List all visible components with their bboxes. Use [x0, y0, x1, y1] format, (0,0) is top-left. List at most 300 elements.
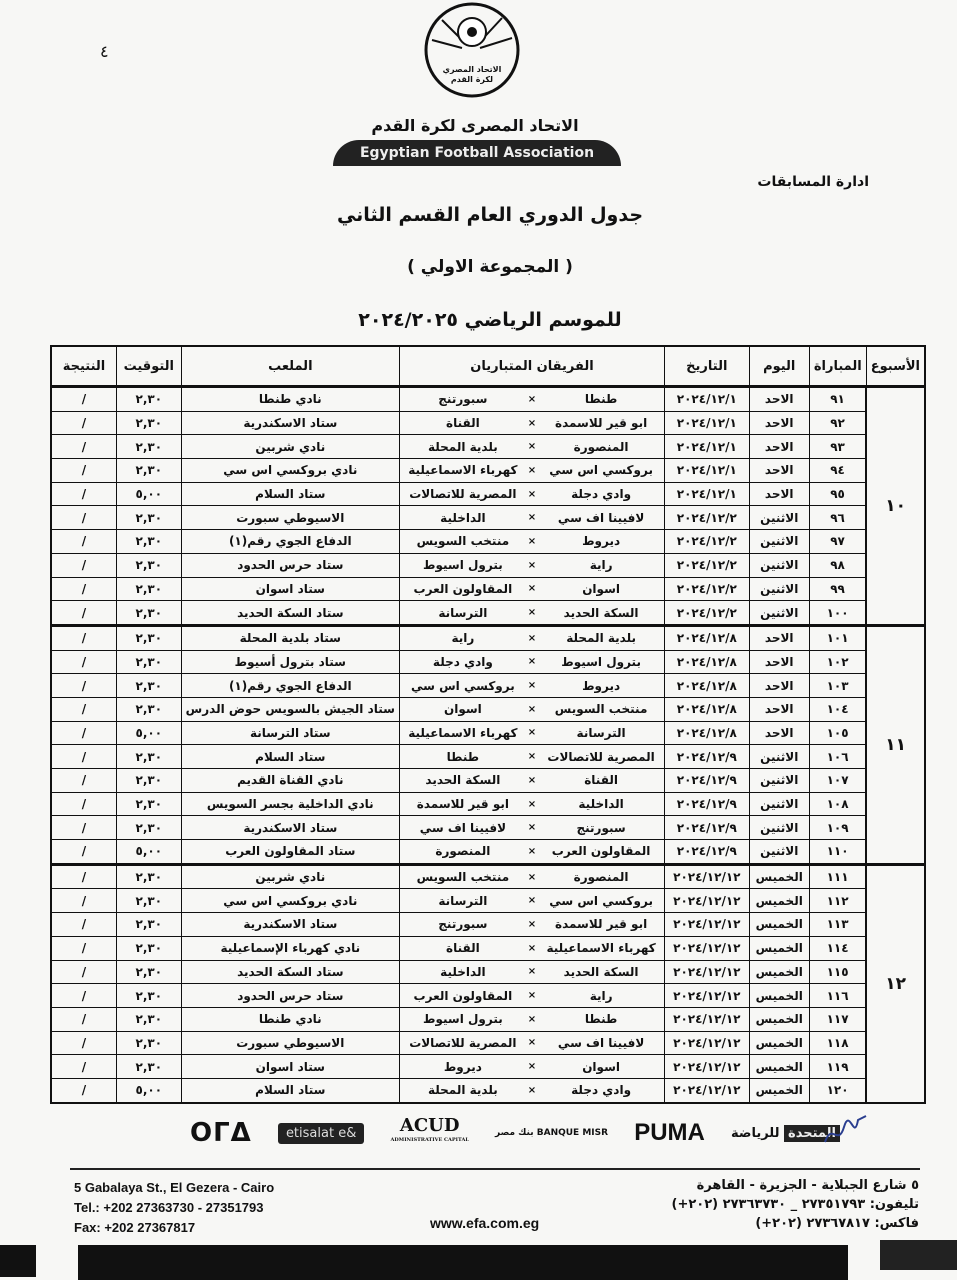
match-date: ٢٠٢٤/١٢/١٢	[665, 889, 750, 913]
signature	[820, 1112, 870, 1152]
match-result: /	[51, 387, 116, 412]
kickoff-time: ٢,٣٠	[116, 913, 181, 937]
match-result: /	[51, 889, 116, 913]
kickoff-time: ٥,٠٠	[116, 1078, 181, 1102]
home-team: وادي دجلة	[538, 1078, 664, 1102]
match-number: ١١٣	[809, 913, 866, 937]
home-team: راية	[538, 984, 664, 1008]
sponsor-strip	[190, 1110, 840, 1156]
home-team: ابو قير للاسمدة	[538, 913, 664, 937]
match-date: ٢٠٢٤/١٢/٩	[665, 816, 750, 840]
home-team: المنصورة	[538, 864, 664, 889]
week-number: ١٢	[866, 864, 925, 1102]
table-row	[51, 721, 925, 745]
away-team: سبورتنج	[399, 387, 525, 412]
table-row	[51, 769, 925, 793]
match-number: ١٠٠	[809, 601, 866, 626]
org-name-ar: الاتحاد المصرى لكرة القدم	[371, 116, 579, 135]
match-day: الخميس	[749, 889, 809, 913]
match-result: /	[51, 792, 116, 816]
match-day: الخميس	[749, 1055, 809, 1079]
group-title: ( المجموعة الاولي )	[407, 257, 573, 277]
away-team: بترول اسيوط	[399, 1007, 525, 1031]
col-date: التاريخ	[665, 346, 750, 387]
efa-logo	[422, 0, 522, 100]
kickoff-time: ٢,٣٠	[116, 435, 181, 459]
sponsor-acud-name: ACUD	[399, 1115, 460, 1136]
match-day: الاحد	[749, 482, 809, 506]
match-day: الاحد	[749, 697, 809, 721]
match-date: ٢٠٢٤/١٢/١	[665, 482, 750, 506]
stadium: ستاد الجيش بالسويس حوض الدرس	[181, 697, 399, 721]
vs-mark: ×	[526, 459, 538, 483]
kickoff-time: ٢,٣٠	[116, 553, 181, 577]
away-team: المقاولون العرب	[399, 984, 525, 1008]
match-result: /	[51, 553, 116, 577]
stadium: الدفاع الجوي رقم(١)	[181, 530, 399, 554]
stadium: ستاد بترول أسيوط	[181, 650, 399, 674]
kickoff-time: ٢,٣٠	[116, 864, 181, 889]
stadium: الدفاع الجوي رقم(١)	[181, 674, 399, 698]
kickoff-time: ٢,٣٠	[116, 411, 181, 435]
season-title: للموسم الرياضي ٢٠٢٤/٢٠٢٥	[358, 309, 622, 331]
match-result: /	[51, 411, 116, 435]
vs-mark: ×	[526, 792, 538, 816]
home-team: القناة	[538, 769, 664, 793]
match-date: ٢٠٢٤/١٢/٩	[665, 792, 750, 816]
match-number: ٩٥	[809, 482, 866, 506]
match-date: ٢٠٢٤/١٢/٨	[665, 674, 750, 698]
match-number: ١١٩	[809, 1055, 866, 1079]
address-ar-fax: فاكس: ٢٧٣٦٧٨١٧ (٢٠٢+)	[755, 1216, 919, 1231]
match-result: /	[51, 913, 116, 937]
stadium: ستاد اسوان	[181, 577, 399, 601]
match-number: ١١٤	[809, 936, 866, 960]
table-row	[51, 1007, 925, 1031]
address-en-fax: Fax: +202 27367817	[74, 1220, 196, 1235]
vs-mark: ×	[526, 960, 538, 984]
match-result: /	[51, 864, 116, 889]
match-day: الخميس	[749, 960, 809, 984]
match-day: الاحد	[749, 459, 809, 483]
match-result: /	[51, 721, 116, 745]
home-team: كهرباء الاسماعيلية	[538, 936, 664, 960]
kickoff-time: ٢,٣٠	[116, 697, 181, 721]
sponsor-ora: OΓΔ	[190, 1118, 252, 1148]
match-result: /	[51, 1007, 116, 1031]
away-team: الترسانة	[399, 601, 525, 626]
home-team: السكة الحديد	[538, 960, 664, 984]
vs-mark: ×	[526, 530, 538, 554]
org-name-en: Egyptian Football Association	[333, 140, 621, 166]
match-number: ١١٧	[809, 1007, 866, 1031]
vs-mark: ×	[526, 1007, 538, 1031]
match-number: ٩٣	[809, 435, 866, 459]
table-row	[51, 936, 925, 960]
vs-mark: ×	[526, 840, 538, 865]
table-row	[51, 889, 925, 913]
match-result: /	[51, 459, 116, 483]
col-week: الأسبوع	[866, 346, 925, 387]
stadium: نادي الداخلية بجسر السويس	[181, 792, 399, 816]
col-result: النتيجة	[51, 346, 116, 387]
table-row	[51, 387, 925, 412]
kickoff-time: ٢,٣٠	[116, 769, 181, 793]
match-date: ٢٠٢٤/١٢/١٢	[665, 864, 750, 889]
col-stadium: الملعب	[181, 346, 399, 387]
kickoff-time: ٥,٠٠	[116, 482, 181, 506]
table-row	[51, 459, 925, 483]
match-number: ١٠٨	[809, 792, 866, 816]
week-number: ١١	[866, 625, 925, 864]
match-result: /	[51, 601, 116, 626]
stadium: نادي طنطا	[181, 1007, 399, 1031]
kickoff-time: ٢,٣٠	[116, 792, 181, 816]
vs-mark: ×	[526, 411, 538, 435]
table-row	[51, 435, 925, 459]
kickoff-time: ٢,٣٠	[116, 601, 181, 626]
away-team: القناة	[399, 411, 525, 435]
match-day: الخميس	[749, 936, 809, 960]
stadium: نادي بروكسي اس سي	[181, 459, 399, 483]
match-result: /	[51, 1055, 116, 1079]
match-number: ١١٥	[809, 960, 866, 984]
match-number: ١٠١	[809, 625, 866, 650]
stadium: ستاد حرس الحدود	[181, 553, 399, 577]
away-team: بترول اسيوط	[399, 553, 525, 577]
website-link[interactable]: www.efa.com.eg	[430, 1215, 540, 1231]
away-team: القناة	[399, 936, 525, 960]
footer-bar	[78, 1245, 848, 1280]
match-result: /	[51, 840, 116, 865]
away-team: الترسانة	[399, 889, 525, 913]
stadium: ستاد بلدية المحلة	[181, 625, 399, 650]
kickoff-time: ٢,٣٠	[116, 506, 181, 530]
table-row	[51, 411, 925, 435]
table-row	[51, 577, 925, 601]
match-number: ٩٤	[809, 459, 866, 483]
kickoff-time: ٢,٣٠	[116, 816, 181, 840]
match-day: الاحد	[749, 387, 809, 412]
match-result: /	[51, 745, 116, 769]
table-row	[51, 482, 925, 506]
address-en-street: 5 Gabalaya St., El Gezera - Cairo	[74, 1180, 275, 1195]
vs-mark: ×	[526, 387, 538, 412]
match-day: الاحد	[749, 650, 809, 674]
match-date: ٢٠٢٤/١٢/١٢	[665, 1031, 750, 1055]
table-row	[51, 625, 925, 650]
away-team: طنطا	[399, 745, 525, 769]
vs-mark: ×	[526, 1055, 538, 1079]
col-day: اليوم	[749, 346, 809, 387]
vs-mark: ×	[526, 889, 538, 913]
stadium: ستاد السلام	[181, 482, 399, 506]
table-row	[51, 840, 925, 865]
match-day: الخميس	[749, 1078, 809, 1102]
kickoff-time: ٢,٣٠	[116, 960, 181, 984]
table-row	[51, 1078, 925, 1102]
match-result: /	[51, 816, 116, 840]
footer-bar-right	[880, 1240, 957, 1270]
match-date: ٢٠٢٤/١٢/٨	[665, 650, 750, 674]
table-header-row	[51, 346, 925, 387]
match-date: ٢٠٢٤/١٢/١	[665, 459, 750, 483]
away-team: ابو قير للاسمدة	[399, 792, 525, 816]
match-day: الاثنين	[749, 769, 809, 793]
match-number: ٩٧	[809, 530, 866, 554]
match-number: ١٠٣	[809, 674, 866, 698]
match-result: /	[51, 674, 116, 698]
table-row	[51, 960, 925, 984]
home-team: الداخلية	[538, 792, 664, 816]
home-team: ديروط	[538, 674, 664, 698]
address-ar-street: ٥ شارع الجبلاية - الجزيرة - القاهرة	[696, 1178, 919, 1193]
sponsor-acud	[390, 1115, 469, 1147]
home-team: المنصورة	[538, 435, 664, 459]
match-number: ١٠٤	[809, 697, 866, 721]
vs-mark: ×	[526, 1078, 538, 1102]
match-number: ١١٨	[809, 1031, 866, 1055]
home-team: بروكسي اس سي	[538, 459, 664, 483]
match-day: الاثنين	[749, 577, 809, 601]
match-date: ٢٠٢٤/١٢/٩	[665, 745, 750, 769]
stadium: ستاد الاسكندرية	[181, 411, 399, 435]
match-number: ١٠٢	[809, 650, 866, 674]
match-day: الاثنين	[749, 792, 809, 816]
stadium: نادي شربين	[181, 864, 399, 889]
match-day: الاحد	[749, 411, 809, 435]
match-date: ٢٠٢٤/١٢/١٢	[665, 960, 750, 984]
table-row	[51, 984, 925, 1008]
away-team: اسوان	[399, 697, 525, 721]
sponsor-etisalat: etisalat e&	[278, 1123, 364, 1144]
stadium: نادي بروكسي اس سي	[181, 889, 399, 913]
match-day: الخميس	[749, 864, 809, 889]
stadium: نادي القناة القديم	[181, 769, 399, 793]
away-team: الداخلية	[399, 960, 525, 984]
vs-mark: ×	[526, 745, 538, 769]
stadium: نادي كهرباء الإسماعيلية	[181, 936, 399, 960]
vs-mark: ×	[526, 984, 538, 1008]
vs-mark: ×	[526, 553, 538, 577]
match-date: ٢٠٢٤/١٢/٨	[665, 625, 750, 650]
home-team: وادي دجلة	[538, 482, 664, 506]
match-date: ٢٠٢٤/١٢/١٢	[665, 1055, 750, 1079]
col-teams: الفريقان المتباريان	[399, 346, 664, 387]
match-day: الاحد	[749, 435, 809, 459]
away-team: كهرباء الاسماعيلية	[399, 459, 525, 483]
table-row	[51, 1055, 925, 1079]
table-row	[51, 864, 925, 889]
home-team: طنطا	[538, 1007, 664, 1031]
home-team: بروكسي اس سي	[538, 889, 664, 913]
kickoff-time: ٢,٣٠	[116, 650, 181, 674]
match-date: ٢٠٢٤/١٢/٢	[665, 577, 750, 601]
match-result: /	[51, 482, 116, 506]
home-team: لافيينا اف سي	[538, 1031, 664, 1055]
kickoff-time: ٢,٣٠	[116, 625, 181, 650]
match-result: /	[51, 697, 116, 721]
stadium: الاسيوطي سبورت	[181, 1031, 399, 1055]
kickoff-time: ٢,٣٠	[116, 745, 181, 769]
away-team: بلدية المحلة	[399, 435, 525, 459]
match-number: ٩٢	[809, 411, 866, 435]
home-team: بلدية المحلة	[538, 625, 664, 650]
home-team: اسوان	[538, 577, 664, 601]
home-team: سبورتنج	[538, 816, 664, 840]
vs-mark: ×	[526, 721, 538, 745]
match-date: ٢٠٢٤/١٢/١٢	[665, 913, 750, 937]
match-day: الاثنين	[749, 506, 809, 530]
table-body	[51, 387, 925, 1103]
away-team: سبورتنج	[399, 913, 525, 937]
match-result: /	[51, 435, 116, 459]
week-number: ١٠	[866, 387, 925, 626]
vs-mark: ×	[526, 577, 538, 601]
stadium: ستاد الاسكندرية	[181, 913, 399, 937]
stadium: ستاد حرس الحدود	[181, 984, 399, 1008]
table-row	[51, 913, 925, 937]
match-date: ٢٠٢٤/١٢/٩	[665, 840, 750, 865]
home-team: راية	[538, 553, 664, 577]
home-team: المصرية للاتصالات	[538, 745, 664, 769]
match-result: /	[51, 530, 116, 554]
vs-mark: ×	[526, 913, 538, 937]
match-day: الاثنين	[749, 840, 809, 865]
match-day: الخميس	[749, 1007, 809, 1031]
away-team: المقاولون العرب	[399, 577, 525, 601]
kickoff-time: ٢,٣٠	[116, 1007, 181, 1031]
col-time: التوقيت	[116, 346, 181, 387]
match-date: ٢٠٢٤/١٢/٢	[665, 506, 750, 530]
match-date: ٢٠٢٤/١٢/١٢	[665, 1078, 750, 1102]
match-day: الاثنين	[749, 816, 809, 840]
match-date: ٢٠٢٤/١٢/١	[665, 435, 750, 459]
away-team: المنصورة	[399, 840, 525, 865]
vs-mark: ×	[526, 816, 538, 840]
stadium: ستاد السلام	[181, 1078, 399, 1102]
svg-text:لكرة القدم: لكرة القدم	[450, 75, 494, 84]
vs-mark: ×	[526, 506, 538, 530]
stadium: نادي طنطا	[181, 387, 399, 412]
vs-mark: ×	[526, 769, 538, 793]
match-day: الاثنين	[749, 530, 809, 554]
table-row	[51, 1031, 925, 1055]
table-row	[51, 816, 925, 840]
vs-mark: ×	[526, 674, 538, 698]
match-day: الخميس	[749, 913, 809, 937]
match-date: ٢٠٢٤/١٢/٢	[665, 553, 750, 577]
stadium: ستاد السكة الحديد	[181, 960, 399, 984]
sponsor-united-text: للرياضة	[731, 1125, 780, 1141]
match-day: الاحد	[749, 625, 809, 650]
vs-mark: ×	[526, 435, 538, 459]
away-team: بروكسي اس سي	[399, 674, 525, 698]
address-en	[74, 1178, 274, 1238]
home-team: الترسانة	[538, 721, 664, 745]
match-result: /	[51, 1078, 116, 1102]
match-result: /	[51, 769, 116, 793]
match-result: /	[51, 650, 116, 674]
match-day: الاحد	[749, 721, 809, 745]
footer-divider	[70, 1168, 920, 1170]
away-team: الداخلية	[399, 506, 525, 530]
kickoff-time: ٢,٣٠	[116, 459, 181, 483]
department: ادارة المسابقات	[757, 174, 869, 190]
away-team: وادي دجلة	[399, 650, 525, 674]
match-day: الاحد	[749, 674, 809, 698]
home-team: لافيينا اف سي	[538, 506, 664, 530]
match-result: /	[51, 984, 116, 1008]
stadium: نادي شربين	[181, 435, 399, 459]
svg-text:الاتحاد المصري: الاتحاد المصري	[442, 65, 502, 74]
vs-mark: ×	[526, 697, 538, 721]
vs-mark: ×	[526, 482, 538, 506]
away-team: لافيينا اف سي	[399, 816, 525, 840]
home-team: اسوان	[538, 1055, 664, 1079]
kickoff-time: ٢,٣٠	[116, 889, 181, 913]
table-row	[51, 530, 925, 554]
vs-mark: ×	[526, 1031, 538, 1055]
address-en-tel: Tel.: +202 27363730 - 27351793	[74, 1200, 264, 1215]
address-ar-tel: تليفون: ٢٧٣٥١٧٩٣ _ ٢٧٣٦٣٧٣٠ (٢٠٢+)	[671, 1197, 919, 1212]
kickoff-time: ٥,٠٠	[116, 840, 181, 865]
kickoff-time: ٥,٠٠	[116, 721, 181, 745]
match-day: الخميس	[749, 1031, 809, 1055]
document-title: جدول الدوري العام القسم الثاني	[336, 204, 644, 226]
match-number: ١١١	[809, 864, 866, 889]
away-team: المصرية للاتصالات	[399, 1031, 525, 1055]
away-team: منتخب السويس	[399, 864, 525, 889]
away-team: السكة الحديد	[399, 769, 525, 793]
home-team: بترول اسيوط	[538, 650, 664, 674]
stadium: ستاد الترسانة	[181, 721, 399, 745]
match-day: الاثنين	[749, 745, 809, 769]
away-team: منتخب السويس	[399, 530, 525, 554]
match-date: ٢٠٢٤/١٢/١٢	[665, 936, 750, 960]
match-number: ٩٦	[809, 506, 866, 530]
home-team: منتخب السويس	[538, 697, 664, 721]
match-date: ٢٠٢٤/١٢/١	[665, 387, 750, 412]
sponsor-acud-sub: ADMINISTRATIVE CAPITAL	[390, 1137, 469, 1143]
vs-mark: ×	[526, 936, 538, 960]
match-date: ٢٠٢٤/١٢/٩	[665, 769, 750, 793]
match-number: ٩١	[809, 387, 866, 412]
table-row	[51, 506, 925, 530]
address-ar	[672, 1176, 919, 1233]
match-number: ١١٢	[809, 889, 866, 913]
stadium: الاسيوطي سبورت	[181, 506, 399, 530]
vs-mark: ×	[526, 625, 538, 650]
kickoff-time: ٢,٣٠	[116, 984, 181, 1008]
match-result: /	[51, 936, 116, 960]
stadium: ستاد المقاولون العرب	[181, 840, 399, 865]
table-row	[51, 601, 925, 626]
match-result: /	[51, 506, 116, 530]
away-team: كهرباء الاسماعيلية	[399, 721, 525, 745]
match-number: ٩٩	[809, 577, 866, 601]
sponsor-banque-misr: بنك مصر BANQUE MISR	[495, 1128, 609, 1138]
schedule-table	[50, 345, 926, 1104]
kickoff-time: ٢,٣٠	[116, 387, 181, 412]
match-date: ٢٠٢٤/١٢/٨	[665, 697, 750, 721]
home-team: طنطا	[538, 387, 664, 412]
stadium: ستاد السكة الحديد	[181, 601, 399, 626]
match-day: الخميس	[749, 984, 809, 1008]
kickoff-time: ٢,٣٠	[116, 577, 181, 601]
kickoff-time: ٢,٣٠	[116, 1055, 181, 1079]
match-date: ٢٠٢٤/١٢/١	[665, 411, 750, 435]
